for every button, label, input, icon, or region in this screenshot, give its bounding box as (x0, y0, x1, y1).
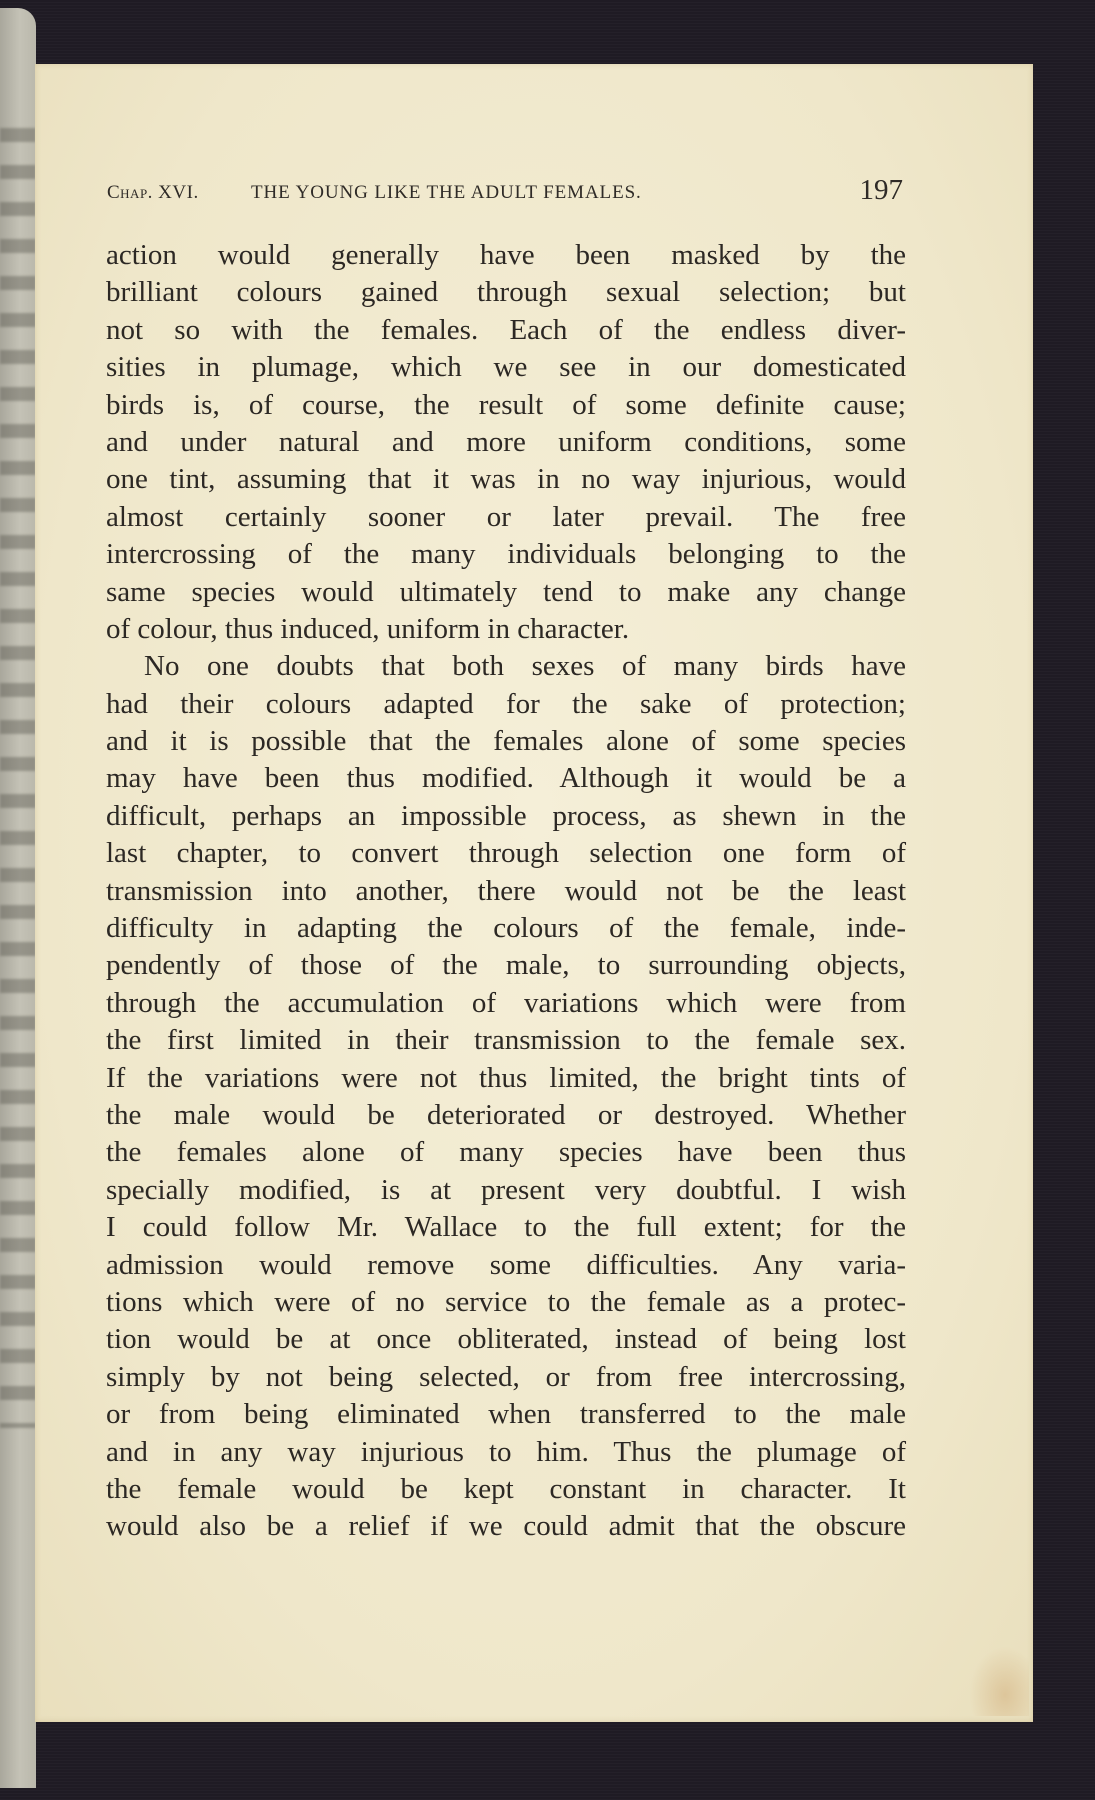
text-line: same species would ultimately tend to make any change (106, 575, 906, 608)
text-line: the females alone of many species have been thus (106, 1136, 906, 1169)
text-line: specially modified, is at present very doubtful. I wish (106, 1173, 906, 1206)
text-line: I could follow Mr. Wallace to the full extent; for the (106, 1211, 906, 1244)
text-line: the male would be deteriorated or destroyed. Whether (106, 1098, 906, 1131)
text-line: one tint, assuming that it was in no way injurious, would (106, 463, 906, 496)
text-line: of colour, thus induced, uniform in character. (106, 612, 630, 645)
paragraph-2 (106, 648, 906, 1545)
text-line: pendently of those of the male, to surrounding objects, (106, 949, 906, 982)
text-line: through the accumulation of variations which were from (106, 986, 906, 1019)
text-line: last chapter, to convert through selection one form of (106, 837, 906, 870)
text-line: the female would be kept constant in character. It (106, 1472, 906, 1505)
text-line: not so with the females. Each of the endless diver- (106, 313, 906, 346)
text-line: and in any way injurious to him. Thus the plumage of (106, 1435, 906, 1468)
chapter-label: Chap. XVI. (107, 182, 199, 203)
text-line: had their colours adapted for the sake of protection; (106, 687, 906, 720)
text-line: tion would be at once obliterated, instead of being lost (106, 1323, 906, 1356)
text-line: difficulty in adapting the colours of the female, inde- (106, 912, 906, 945)
text-line: or from being eliminated when transferred to the male (106, 1398, 906, 1431)
text-line: would also be a relief if we could admit that the obscure (106, 1510, 906, 1543)
text-line: simply by not being selected, or from free intercrossing, (106, 1360, 906, 1393)
text-line: brilliant colours gained through sexual selection; but (106, 276, 906, 309)
text-line: admission would remove some difficulties. Any varia- (106, 1248, 906, 1281)
text-line: transmission into another, there would not be the least (106, 874, 906, 907)
body-text (106, 237, 906, 1546)
text-line: No one doubts that both sexes of many birds have (144, 650, 906, 683)
text-line: sities in plumage, which we see in our domesticated (106, 351, 906, 384)
book-page (35, 64, 1033, 1722)
paper-stain (969, 1646, 1029, 1716)
text-line: and it is possible that the females alone of some species (106, 725, 906, 758)
text-line: tions which were of no service to the female as a protec- (106, 1285, 906, 1318)
text-line: intercrossing of the many individuals belonging to the (106, 538, 906, 571)
text-line: may have been thus modified. Although it would be a (106, 762, 906, 795)
running-title: THE YOUNG LIKE THE ADULT FEMALES. (251, 182, 642, 203)
page-number: 197 (859, 174, 903, 206)
text-line: the first limited in their transmission to the female sex. (106, 1024, 906, 1057)
text-line: action would generally have been masked by the (106, 239, 906, 271)
text-line: and under natural and more uniform conditions, some (106, 425, 906, 458)
text-line: If the variations were not thus limited, the bright tints of (106, 1061, 906, 1094)
facing-page-edge (0, 8, 36, 1788)
paragraph-1 (106, 237, 906, 648)
facing-page-blurred-text (0, 128, 36, 1428)
text-line: birds is, of course, the result of some definite cause; (106, 388, 906, 421)
text-line: difficult, perhaps an impossible process, as shewn in the (106, 799, 906, 832)
text-line: almost certainly sooner or later prevail. The free (106, 500, 906, 533)
running-head (107, 174, 903, 210)
